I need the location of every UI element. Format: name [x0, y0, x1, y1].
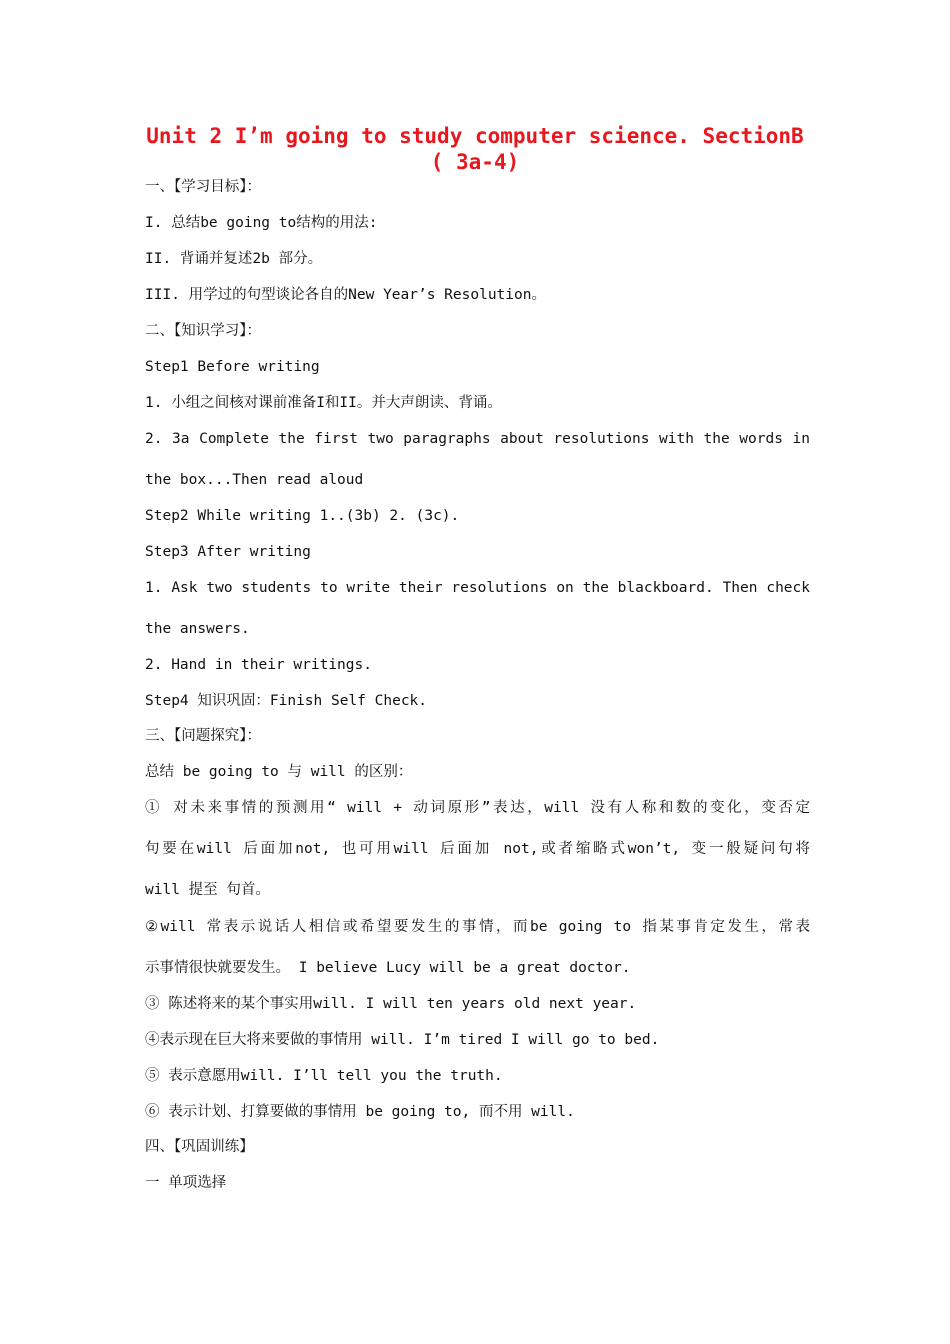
page-title: Unit 2 I’m going to study computer science. SectionB ( 3a-4): [146, 124, 804, 174]
rule-6: ⑥ 表示计划、打算要做的事情用 be going to, 而不用 will.: [145, 1104, 575, 1120]
step3-item-1-line-1: 1. Ask two students to write their resolutions on the blackboard. Then check: [145, 580, 810, 596]
rule-2-line-1: ②will 常表示说话人相信或希望要发生的事情，而be going to 指某事肯定发生，常表: [145, 919, 810, 935]
step1-item-2-line-1: 2. 3a Complete the first two paragraphs about resolutions with the words in: [145, 431, 810, 447]
section-heading-learning-goals: 一、【学习目标】：: [145, 179, 261, 195]
step3-item-1-line-2: the answers.: [145, 621, 250, 637]
goal-item-3: III. 用学过的句型谈论各自的New Year’s Resolution。: [145, 287, 546, 303]
step1-heading: Step1 Before writing: [145, 359, 320, 375]
inquiry-summary: 总结 be going to 与 will 的区别：: [145, 764, 413, 780]
step4-heading: Step4 知识巩固：Finish Self Check.: [145, 693, 428, 709]
multiple-choice-heading: 一 单项选择: [145, 1175, 227, 1191]
step2-heading: Step2 While writing 1..(3b) 2. (3c).: [145, 508, 460, 524]
step1-item-1: 1. 小组之间核对课前准备I和II。并大声朗读、背诵。: [145, 395, 502, 411]
section-heading-knowledge-learning: 二、【知识学习】：: [145, 323, 261, 339]
step3-heading: Step3 After writing: [145, 544, 311, 560]
rule-4: ④表示现在巨大将来要做的事情用 will. I’m tired I will go to bed.: [145, 1032, 660, 1048]
rule-5: ⑤ 表示意愿用will. I’ll tell you the truth.: [145, 1068, 503, 1084]
step3-item-2: 2. Hand in their writings.: [145, 657, 372, 673]
rule-1-line-3: will 提至 句首。: [145, 882, 270, 898]
goal-item-1: I. 总结be going to结构的用法:: [145, 215, 378, 231]
goal-item-2: II. 背诵并复述2b 部分。: [145, 251, 323, 267]
section-heading-problem-inquiry: 三、【问题探究】：: [145, 728, 261, 744]
rule-2-line-2: 示事情很快就要发生。 I believe Lucy will be a great doctor.: [145, 960, 631, 976]
section-heading-consolidation: 四、【巩固训练】: [145, 1139, 254, 1155]
rule-1-line-2: 句要在will 后面加not, 也可用will 后面加 not,或者缩略式won’t, 变一般疑问句将: [145, 841, 810, 857]
step1-item-2-line-2: the box...Then read aloud: [145, 472, 364, 488]
rule-1-line-1: ① 对未来事情的预测用“ will + 动词原形”表达，will 没有人称和数的变化，变否定: [145, 800, 810, 816]
rule-3: ③ 陈述将来的某个事实用will. I will ten years old next year.: [145, 996, 637, 1012]
